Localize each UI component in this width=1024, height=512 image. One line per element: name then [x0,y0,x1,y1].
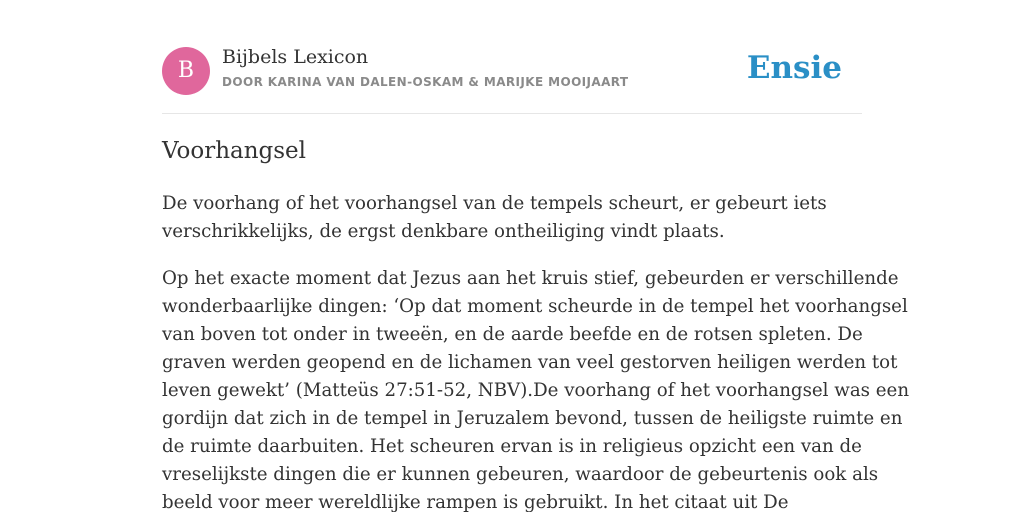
paragraph-2-line: vreselijkste dingen die er kunnen gebeuren, waardoor de gebeurtenis ook als [162,464,879,485]
book-header [162,46,862,96]
paragraph-2-line: beeld voor meer wereldlijke rampen is gebruikt. In het citaat uit De [162,492,789,512]
book-title-link[interactable]: Bijbels Lexicon [222,46,369,68]
paragraph-2-line: graven werden geopend en de lichamen van veel gestorven heiligen werden tot [162,352,898,373]
entry-body [162,190,910,512]
ensie-logo[interactable]: Ensie [746,50,842,86]
paragraph-2-line: leven gewekt’ (Matteüs 27:51-52, NBV).De voorhang of het voorhangsel was een [162,380,910,401]
entry-title: Voorhangsel [162,138,307,164]
author-byline: DOOR KARINA VAN DALEN-OSKAM & MARIJKE MOOIJAART [222,75,629,89]
header-divider [162,113,862,114]
paragraph-gap [162,246,862,265]
paragraph-2-line: wonderbaarlijke dingen: ‘Op dat moment scheurde in de tempel het voorhangsel [162,296,908,317]
paragraph-2-line: de ruimte daarbuiten. Het scheuren ervan is in religieus opzicht een van de [162,436,862,457]
paragraph-2-line: gordijn dat zich in de tempel in Jeruzalem bevond, tussen de heiligste ruimte en [162,408,903,429]
paragraph-2-line: van boven tot onder in tweeën, en de aarde beefde en de rotsen spleten. De [162,324,863,345]
paragraph-1-line: De voorhang of het voorhangsel van de tempels scheurt, er gebeurt iets [162,193,827,214]
book-avatar[interactable]: B [162,47,210,95]
paragraph-1-line: verschrikkelijks, de ergst denkbare ontheiliging vindt plaats. [162,221,725,242]
paragraph-2-line: Op het exacte moment dat Jezus aan het kruis stief, gebeurden er verschillende [162,268,899,289]
